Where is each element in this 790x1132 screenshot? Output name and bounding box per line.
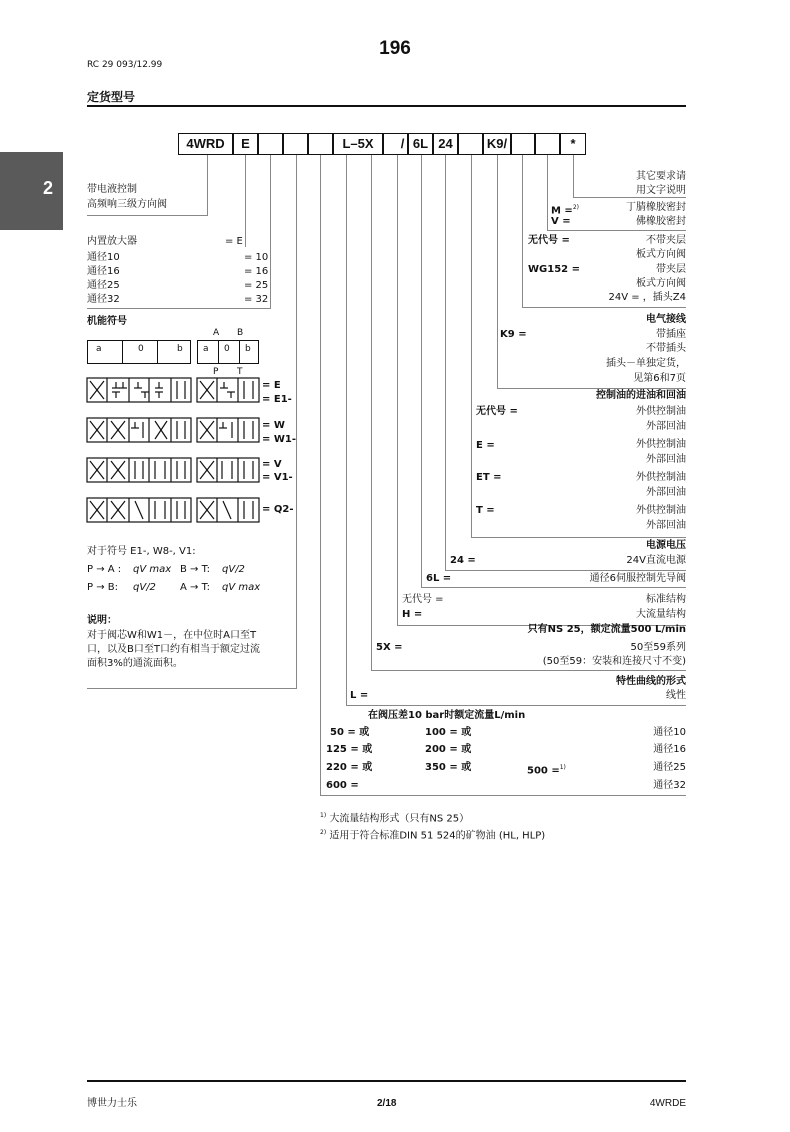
code-box-other: * — [560, 133, 586, 155]
flow-cell: 600 = — [326, 780, 359, 791]
spool-w — [87, 418, 259, 442]
port-b-label: B — [237, 328, 244, 338]
pilot-code: E = — [476, 440, 495, 451]
note-line-1: 对于阀芯W和W1－，在中位时A口至T — [87, 630, 257, 641]
flow-cell: 100 = 或 — [425, 727, 472, 738]
size-label: 通径10 — [87, 252, 120, 263]
note-line-3: 面积3%的通流面积。 — [87, 658, 183, 669]
flow-row-2d: qV max — [222, 582, 261, 593]
flow-cell: 200 = 或 — [425, 744, 472, 755]
seal-m-code: M =$^{2)}$ — [551, 204, 579, 217]
flow-row-2a: P → B: — [87, 582, 118, 593]
code-box-wg — [511, 133, 535, 155]
pilot-code: ET = — [476, 472, 502, 483]
flow-row-2c: A → T: — [180, 582, 210, 593]
note-line-2: 口，以及B口至T口约有相当于额定过流 — [87, 644, 260, 655]
curve-l-text: 线性 — [666, 690, 686, 701]
flow-cell: 125 = 或 — [326, 744, 373, 755]
size-label: 通径25 — [87, 280, 120, 291]
series-code: 5X = — [376, 642, 403, 653]
symbol-code: = Q2- — [262, 504, 294, 515]
size-label: 通径32 — [87, 294, 120, 305]
volt-text: 24V直流电源 — [626, 555, 686, 566]
size-label: 通径16 — [87, 266, 120, 277]
pilot-valve-text: 通径6伺服控制先导阀 — [589, 573, 686, 584]
spool-symbol-frame-small: a 0 b — [197, 340, 259, 364]
flow-table-title: 在阀压差10 bar时额定流量L/min — [368, 710, 526, 721]
flow-cell: 50 = 或 — [330, 727, 370, 738]
code-box-size — [258, 133, 283, 155]
code-box-24: 24 — [433, 133, 458, 155]
symbol-title: 机能符号 — [87, 316, 127, 327]
footer-company: 博世力士乐 — [87, 1098, 137, 1109]
seal-v-code: V = — [551, 216, 571, 227]
port-p-label: P — [213, 367, 219, 377]
spool-e — [87, 378, 259, 402]
symbol-code: = E — [262, 380, 281, 391]
flow-row-1a: P → A : — [87, 564, 122, 575]
struct-std-text: 标准结构 — [646, 594, 686, 605]
struct-h-text: 大流量结构 — [636, 609, 686, 620]
size-code: = 25 — [244, 280, 269, 291]
flow-cell: 350 = 或 — [425, 762, 472, 773]
size-code: = 16 — [244, 266, 269, 277]
k9-text-3: 插头－单独定货， — [606, 358, 686, 369]
pilot-text-1: 外供控制油 — [636, 472, 686, 483]
code-box-k9: K9/ — [483, 133, 511, 155]
volt-code: 24 = — [450, 555, 476, 566]
desc-line-1: 带电液控制 — [87, 184, 137, 195]
port-t-label: T — [237, 367, 243, 377]
pilot-text-1: 外供控制油 — [636, 406, 686, 417]
flow-cell: 220 = 或 — [326, 762, 373, 773]
symbol-code: = V1- — [262, 472, 293, 483]
code-box-seal — [535, 133, 560, 155]
pilot-title: 控制油的进油和回油 — [596, 390, 686, 401]
flow-cell-500: 500 =$^{1)}$ — [527, 764, 566, 777]
footer-page: 2/18 — [377, 1098, 397, 1109]
flow-size: 通径16 — [653, 744, 686, 755]
code-box-flow — [308, 133, 333, 155]
code-box-l-5x: L–5X — [333, 133, 383, 155]
wg-code: WG152 = — [528, 264, 580, 275]
pilot-code: 无代号 = — [476, 406, 518, 417]
curve-title: 特性曲线的形式 — [616, 676, 686, 687]
code-box-symbol — [283, 133, 308, 155]
flow-size: 通径10 — [653, 727, 686, 738]
other-req-1: 其它要求请 — [636, 171, 686, 182]
section-title: 定货型号 — [87, 90, 136, 104]
flow-size: 通径32 — [653, 780, 686, 791]
pilot-valve-code: 6L = — [426, 573, 452, 584]
spool-v — [87, 458, 259, 482]
ns-note: 只有NS 25，额定流量500 L/min — [527, 624, 686, 635]
series-text-1: 50至59系列 — [630, 642, 686, 653]
footnote: $^{1)}$ 大流量结构形式（只有NS 25） — [320, 812, 470, 825]
pilot-code: T = — [476, 505, 495, 516]
sandwich-none-2: 板式方向阀 — [636, 249, 686, 260]
sandwich-none-1: 不带夹层 — [646, 235, 686, 246]
flow-title: 对于符号 E1-, W8-, V1: — [87, 546, 196, 557]
symbol-code: = W1- — [262, 434, 296, 445]
symbol-code: = W — [262, 420, 285, 431]
port-a-label: A — [213, 328, 220, 338]
flow-row-2b: qV/2 — [133, 582, 156, 593]
header-rule — [87, 105, 686, 107]
k9-text-2: 不带插头 — [646, 343, 686, 354]
code-box-e: E — [233, 133, 258, 155]
pilot-text-2: 外部回油 — [646, 421, 686, 432]
k9-text-1: 带插座 — [656, 329, 686, 340]
pilot-text-1: 外供控制油 — [636, 505, 686, 516]
seal-v-text: 佛橡胶密封 — [636, 216, 686, 227]
flow-row-1b: qV max — [133, 564, 172, 575]
pilot-text-2: 外部回油 — [646, 487, 686, 498]
pilot-text-2: 外部回油 — [646, 454, 686, 465]
page-number: 196 — [379, 38, 411, 59]
wg-text-1: 带夹层 — [656, 264, 686, 275]
note-title: 说明： — [87, 615, 117, 626]
size-code: = 10 — [244, 252, 269, 263]
spool-q2 — [87, 498, 259, 522]
k9-text-4: 见第6和7页 — [633, 373, 686, 384]
flow-row-1d: qV/2 — [222, 564, 245, 575]
series-text-2: (50至59：安装和连接尺寸不变) — [542, 656, 686, 667]
doc-code: RC 29 093/12.99 — [87, 60, 163, 70]
curve-l-code: L = — [350, 690, 369, 701]
spool-symbol-frame-large: a 0 b — [87, 340, 191, 364]
symbol-code: = E1- — [262, 394, 292, 405]
code-box-4wrd: 4WRD — [178, 133, 233, 155]
sandwich-none-code: 无代号 = — [528, 235, 570, 246]
code-box-6l: 6L — [408, 133, 433, 155]
k9-code: K9 = — [500, 329, 527, 340]
elec-title: 电气接线 — [646, 314, 686, 325]
desc-line-2: 高频响三级方向阀 — [87, 199, 167, 210]
flow-row-1c: B → T: — [180, 564, 210, 575]
struct-h-code: H = — [402, 609, 423, 620]
struct-none-code: 无代号 = — [402, 594, 444, 605]
chapter-tab: 2 — [0, 152, 63, 230]
volt-title: 电源电压 — [646, 540, 686, 551]
footer-rule — [87, 1080, 686, 1082]
symbol-code: = V — [262, 459, 282, 470]
seal-m-text: 丁腈橡胶密封 — [626, 202, 686, 213]
amp-code: = E — [225, 236, 243, 247]
size-code: = 32 — [244, 294, 269, 305]
amp-label: 内置放大器 — [87, 236, 137, 247]
other-req-2: 用文字说明 — [636, 185, 686, 196]
code-box-h: / — [383, 133, 408, 155]
pilot-text-1: 外供控制油 — [636, 439, 686, 450]
spool-symbols-svg — [87, 376, 267, 526]
wg-text-2: 板式方向阀 — [636, 278, 686, 289]
wg-text-3: 24V = ，插头Z4 — [608, 292, 686, 303]
pilot-text-2: 外部回油 — [646, 520, 686, 531]
flow-size: 通径25 — [653, 762, 686, 773]
code-box-pilot — [458, 133, 483, 155]
footer-model: 4WRDE — [649, 1098, 686, 1109]
footnote: $^{2)}$ 适用于符合标准DIN 51 524的矿物油 (HL, HLP) — [320, 829, 546, 842]
